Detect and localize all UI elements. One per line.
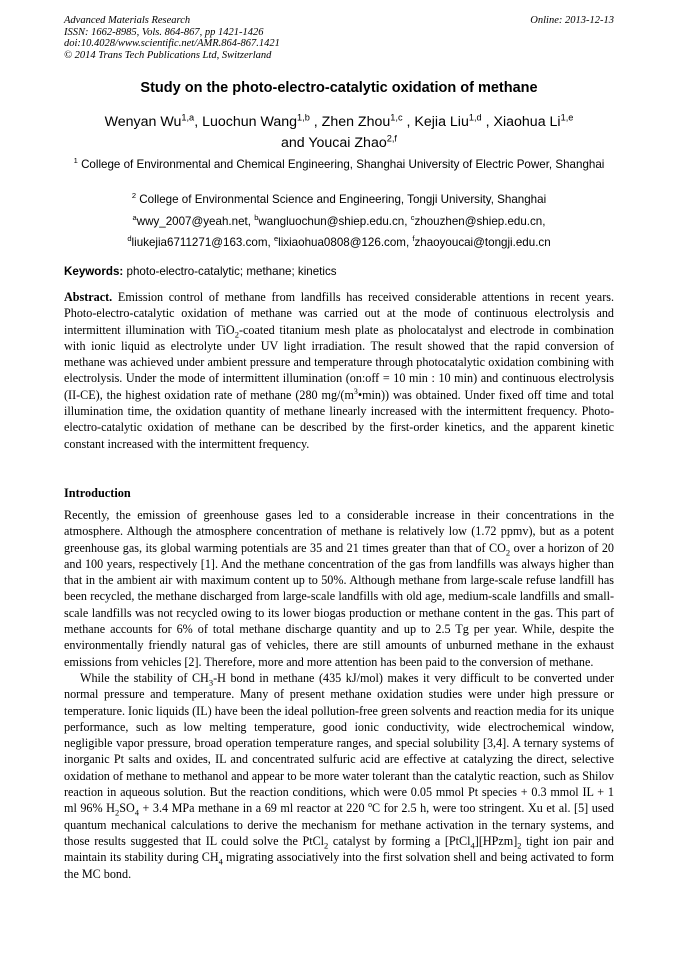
email-link[interactable]: wangluochun@shiep.edu.cn,	[258, 215, 411, 228]
online-date: Online: 2013-12-13	[530, 15, 614, 26]
journal-name: Advanced Materials Research	[64, 15, 191, 26]
email-link[interactable]: liukejia6711271@163.com,	[131, 236, 274, 249]
abstract-label: Abstract.	[64, 290, 113, 304]
author: Wenyan Wu$^{1,a}$,	[104, 112, 203, 130]
author: and Youcai Zhao$^{2,f}$	[281, 133, 397, 151]
email-line-1: $^a$wwy_2007@yeah.net, $^b$wangluochun@shiep.edu.cn, $^c$zhouzhen@shiep.edu.cn,	[132, 213, 546, 228]
author: Kejia Liu$^{1,d}$ ,	[414, 112, 494, 130]
affiliation-2: $^2$ College of Environmental Science and Engineering, Tongji University, Shanghai	[131, 191, 547, 206]
email-link[interactable]: zhaoyoucai@tongji.edu.cn	[414, 236, 551, 249]
email-link[interactable]: wwy_2007@yeah.net,	[136, 215, 255, 228]
keywords-text: photo-electro-catalytic; methane; kinetics	[123, 265, 337, 278]
author: Zhen Zhou$^{1,c}$ ,	[321, 112, 415, 130]
email-line-2: $^d$liukejia6711271@163.com, $^e$lixiaohua0808@126.com, $^f$zhaoyoucai@tongji.edu.cn	[127, 234, 551, 249]
paper-title: Study on the photo-electro-catalytic oxidation of methane	[140, 80, 538, 96]
author: Xiaohua Li$^{1,e}$	[493, 112, 574, 130]
issn-line: ISSN: 1662-8985, Vols. 864-867, pp 1421-1426	[64, 26, 264, 38]
keywords-label: Keywords:	[64, 265, 124, 278]
author-list	[50, 112, 628, 154]
abstract: Abstract. Emission control of methane from landfills has received considerable attentions in recent years. Photo-electro-catalytic oxidation of methane was carried out at the mode of continuous electrolysis and intermittent illumination with TiO$_2$-coated titanium mesh plate as pholocatalyst and electrode in combination with ionic liquid as electrolyte under UV light irradiation. The result showed that the rapid conversion of methane was achieved under ambient pressure and temperature through photocatalytic oxidation combining with electrolysis. Under the mode of intermittent illumination (on:off = 10 min : 10 min) and continuous electrolysis (II-CE), the highest oxidation rate of methane (280 $mg/(m^3•\min)$) was obtained. Under fixed off time and total illumination time, the oxidation quantity of methane linearly increased with the intermittent frequency. Photo-electro-catalytic oxidation of methane can be described by the first-order kinetics, and the apparent kinetic constant increased with the intermittent frequency.	[64, 290, 614, 451]
keywords	[64, 265, 614, 278]
copyright-line: © 2014 Trans Tech Publications Ltd, Switzerland	[64, 49, 272, 61]
paragraph: While the stability of $CH_3-H$ bond in methane (435 kJ/mol) makes it very difficult to be converted under normal pressure and temperature. Many of present methane oxidation studies were under high pressure or temperature. Ionic liquids (IL) have been the ideal pollution-free green solvents and reaction media for its unique performance, such as low melting temperature, good ionic conductivity, wide electrochemical window, negligible vapor pressure, broad operation temperature ranges, and special solubility [3,4]. A ternary systems of inorganic Pt salts and oxides, IL and concentrated sulfuric acid are effective at catalyzing the direct, selective oxidation of methane to methanol and appear to be more water tolerant than the catalytic reaction, such as Shilov reaction in aqueous solution. But the reaction conditions, which were 0.05 mmol Pt species + 0.3 mmol IL + 1 ml 96% $H_2SO_4 + 3.4$ MPa methane in a 69 ml reactor at 220 $^o$C for 2.5 h, were too stringent. Xu et al. [5] used quantum mechanical calculations to derive the mechanism for methane activation in the ternary systems, and those results suggested that IL could solve the PtCl$_2$ catalyst by forming a $[PtCl_4][HPzm]_2$ tight ion pair and maintain its stability during $CH_4$ migrating associatively into the first solvation shell and being activated to form the MC bond.	[64, 670, 615, 881]
paragraph: Recently, the emission of greenhouse gases led to a considerable increase in their concentrations in the atmosphere. Although the atmosphere concentration of methane is relatively low (1.72 ppmv), but as a potent greenhouse gas, its global warming potentials are 35 and 21 times greater than that of $CO_2$ over a horizon of 20 and 100 years, respectively [1]. And the methane concentration of the gas from landfills was always higher than that in the ambient air with maximum content up to 50%. Although methane from large-scale refuse landfill has been recycled, the methane discharged from large-scale landfills with old age, medium-scale landfills and small-scale landfills was not recycled owing to its lower biogas production or methane content in the gas. This part of methane accounts for 6% of total methane discharge quantity and up to 2.5 Tg per year. While, despite the environmentally friendly natural gas of vehicles, there are still amounts of unburned methane in the exhaust emissions from vehicles [2]. Therefore, more and more attention has been paid to the conversion of methane.	[64, 508, 614, 669]
journal-header	[64, 15, 280, 61]
author: Luochun Wang$^{1,b}$ ,	[202, 112, 322, 130]
doi-line: doi:10.4028/www.scientific.net/AMR.864-867.1421	[64, 38, 280, 49]
email-link[interactable]: lixiaohua0808@126.com,	[278, 236, 413, 249]
introduction-body	[64, 507, 614, 882]
affiliation-1: $^1$ College of Environmental and Chemical Engineering, Shanghai University of Electric Power, Shanghai	[73, 156, 605, 171]
email-link[interactable]: zhouzhen@shiep.edu.cn,	[414, 215, 546, 228]
section-heading-introduction: Introduction	[64, 486, 131, 500]
